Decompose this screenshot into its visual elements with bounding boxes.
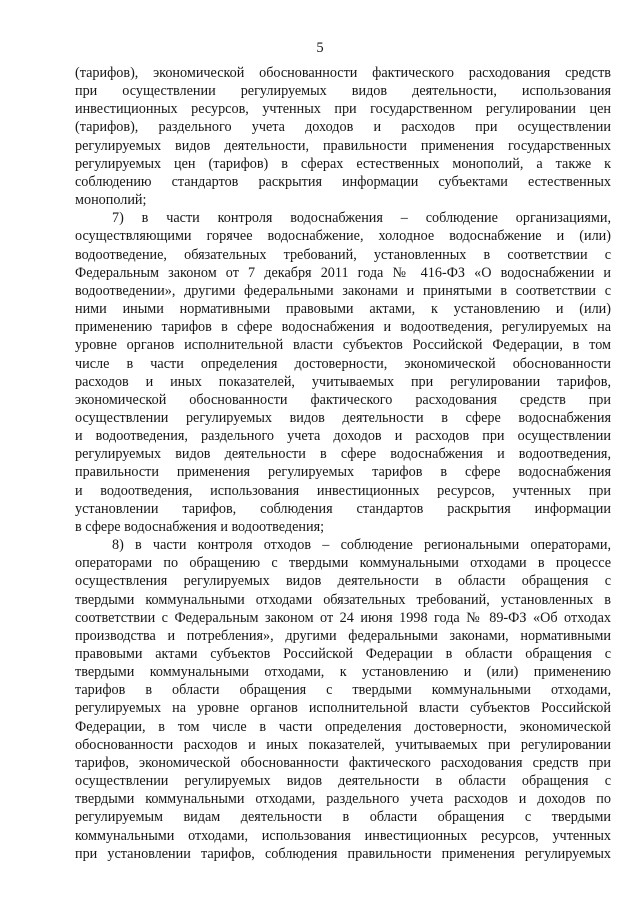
text-line: 7) в части контроля водоснабжения – соблюдение организациями, (112, 210, 611, 227)
text-line: 8) в части контроля отходов – соблюдение региональными операторами, (112, 537, 611, 554)
text-line: при установлении тарифов, соблюдения правильности применения регулируемых (75, 845, 611, 862)
text-line: инвестиционных ресурсов, учтенных при государственном регулировании цен (75, 101, 611, 118)
text-line: коммунальными отходами, использования инвестиционных ресурсов, учтенных (75, 827, 611, 844)
text-line: регулируемых на уровне органов исполнительной власти субъектов Российской (75, 700, 611, 717)
text-line: соответствии с Федеральным законом от 24 июня 1998 года № 89-ФЗ «Об отходах (75, 609, 611, 626)
text-line: регулируемых видов деятельности, правильности применения государственных (75, 137, 611, 154)
text-line: осуществляющими горячее водоснабжение, холодное водоснабжение и (или) (75, 228, 611, 245)
text-line: производства и потребления», другими федеральными законами, нормативными (75, 627, 611, 644)
text-line: числе в части определения достоверности, экономической обоснованности (75, 355, 611, 372)
text-line: твердыми коммунальными отходами обязательных требований, установленных в (75, 591, 611, 608)
text-line: тарифов в области обращения с твердыми коммунальными отходами, (75, 682, 611, 699)
text-line: и водоотведения, использования инвестиционных ресурсов, учтенных при (75, 482, 611, 499)
text-line: водоотведение, обязательных требований, установленных в соответствии с (75, 246, 611, 263)
text-line: тарифов, экономической обоснованности фактического расходования средств при (75, 754, 611, 771)
text-line: водоотведении», другими федеральными законами и принятыми в соответствии с (75, 282, 611, 299)
text-line: (тарифов), экономической обоснованности фактического расходования средств (75, 65, 611, 81)
text-line: твердыми коммунальными отходами, к установлению и (или) применению (75, 664, 611, 681)
text-line: операторами по обращению с твердыми коммунальными отходами в процессе (75, 555, 611, 572)
text-line: Федерации, в том числе в части определения достоверности, экономической (75, 718, 611, 735)
text-line: установлении тарифов, соблюдения стандартов раскрытия информации (75, 500, 611, 517)
text-line: твердыми коммунальными отходами, раздельного учета расходов и доходов по (75, 791, 611, 808)
text-line: регулируемых цен (тарифов) в сферах естественных монополий, а также к (75, 155, 611, 172)
text-line: применению тарифов в сфере водоснабжения и водоотведения, регулируемых на (75, 319, 611, 336)
text-line: монополий; (75, 192, 147, 209)
text-line: Федеральным законом от 7 декабря 2011 года № 416-ФЗ «О водоснабжении и (75, 264, 611, 281)
text-line: и водоотведения, раздельного учета доходов и расходов при осуществлении (75, 428, 611, 445)
text-line: экономической обоснованности фактического расходования средств при (75, 391, 611, 408)
text-line: осуществления регулируемых видов деятельности в области обращения с (75, 573, 611, 590)
text-line: ними иными нормативными правовыми актами, к установлению и (или) (75, 301, 611, 318)
document-body (75, 64, 611, 863)
text-line: правовыми актами субъектов Российской Федерации в области обращения с (75, 646, 611, 662)
text-line: осуществлении регулируемых видов деятельности в сфере водоснабжения (75, 409, 611, 426)
text-line: расходов и иных показателей, учитываемых при регулировании тарифов, (75, 373, 611, 390)
text-line: регулируемых видов деятельности в сфере водоснабжения и водоотведения, (75, 446, 611, 463)
text-line: соблюдению стандартов раскрытия информации субъектами естественных (75, 173, 611, 190)
text-line: обоснованности расходов и иных показателей, учитываемых при регулировании (75, 736, 611, 753)
text-line: при осуществлении регулируемых видов деятельности, использования (75, 83, 611, 100)
text-line: в сфере водоснабжения и водоотведения; (75, 518, 325, 535)
text-line: уровне органов исполнительной власти субъектов Российской Федерации, в том (75, 337, 611, 354)
text-line: (тарифов), раздельного учета доходов и расходов при осуществлении (75, 119, 611, 136)
text-line: правильности применения регулируемых тарифов в сфере водоснабжения (75, 464, 611, 481)
text-line: осуществлении регулируемых видов деятельности в области обращения с (75, 773, 611, 790)
text-line: регулируемым видам деятельности в области обращения с твердыми (75, 809, 611, 826)
page-number: 5 (316, 40, 324, 56)
